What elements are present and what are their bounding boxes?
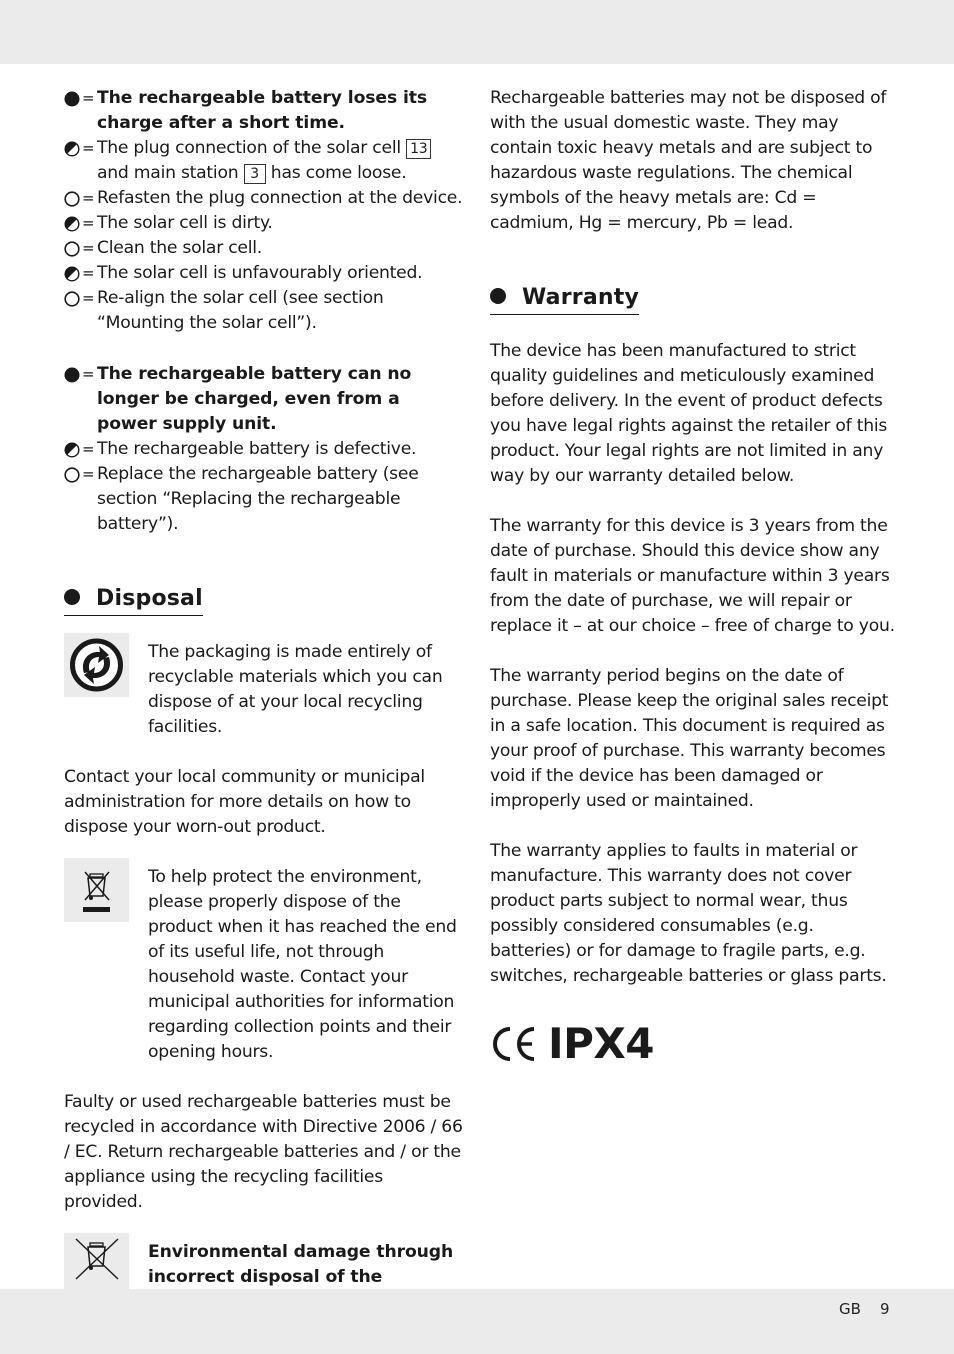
cause-bullet-icon: = <box>64 211 97 236</box>
fix-text: Re-align the solar cell (see section “Mounting the solar cell”). <box>97 288 384 333</box>
cause-bullet-icon: = <box>64 437 97 462</box>
cause-text: and main station <box>97 163 239 183</box>
certification-marks <box>490 1019 895 1069</box>
warranty-heading: Warranty <box>490 283 639 315</box>
fix-text: Replace the rechargeable battery (see section “Replacing the rechargeable battery”). <box>97 464 419 534</box>
fix-bullet-icon: = <box>64 186 97 211</box>
problem-row <box>64 86 464 136</box>
cause-row <box>64 261 464 286</box>
environment-block <box>64 865 464 1065</box>
footer-band <box>0 1289 954 1354</box>
cause-text: has come loose. <box>270 163 407 183</box>
disposal-heading: Disposal <box>64 584 203 616</box>
packaging-text: The packaging is made entirely of recyclable materials which you can dispose of at your local recycling facilities. <box>148 642 443 737</box>
warranty-paragraph: The warranty period begins on the date of purchase. Please keep the original sales receipt in a safe location. This document is required as your proof of purchase. This warranty becomes void if the device has been damaged or improperly used or maintained. <box>490 666 889 811</box>
cause-row <box>64 211 464 236</box>
fix-text: Refasten the plug connection at the device. <box>97 188 463 208</box>
header-band <box>0 0 954 64</box>
environment-text: To help protect the environment, please properly dispose of the product when it has reached the end of its useful life, not through household waste. Contact your municipal authorities for information regarding collection points and their opening hours. <box>148 867 457 1062</box>
cause-bullet-icon: = <box>64 261 97 286</box>
problem-bullet-icon: = <box>64 86 97 111</box>
fix-bullet-icon: = <box>64 236 97 261</box>
warranty-paragraph: The warranty for this device is 3 years from the date of purchase. Should this device show any fault in materials or manufacture within 3 years from the date of purchase, we will repair or replace it – at our choice – free of charge to you. <box>490 516 895 636</box>
fix-row <box>64 236 464 261</box>
heading-bullet-icon <box>490 288 506 304</box>
heavy-metals-text: Rechargeable batteries may not be disposed of with the usual domestic waste. They may contain toxic heavy metals and are subject to hazardous waste regulations. The chemical symbols of the heavy metals are: Cd = cadmium, Hg = mercury, Pb = lead. <box>490 88 887 233</box>
crossed-bin-pb-icon <box>64 1233 129 1297</box>
cause-text: The solar cell is unfavourably oriented. <box>97 263 423 283</box>
heading-bullet-icon <box>64 589 80 605</box>
page-number: 9 <box>880 1300 890 1318</box>
packaging-block <box>64 640 464 740</box>
problem-row <box>64 362 464 437</box>
cause-row <box>64 437 464 462</box>
problem-text: The rechargeable battery loses its charge after a short time. <box>97 88 428 133</box>
fix-bullet-icon: = <box>64 286 97 311</box>
ref-number-badge: 13 <box>406 139 431 159</box>
battery-recycling-text: Faulty or used rechargeable batteries must be recycled in accordance with Directive 2006 / 66 / EC. Return rechargeable batteries and / or the appliance using the recycling facilities provided. <box>64 1092 463 1212</box>
fix-bullet-icon: = <box>64 462 97 487</box>
contact-text: Contact your local community or municipal administration for more details on how to dispose your worn-out product. <box>64 767 425 837</box>
green-dot-recycling-icon <box>64 633 129 697</box>
cause-bullet-icon: = <box>64 136 97 161</box>
warranty-paragraph: The device has been manufactured to strict quality guidelines and meticulously examined before delivery. In the event of product defects you have legal rights against the retailer of this product. Your legal rights are not limited in any way by our warranty detailed below. <box>490 341 888 486</box>
cause-row <box>64 136 464 186</box>
cause-text: The rechargeable battery is defective. <box>97 439 417 459</box>
problem-text: The rechargeable battery can no longer be charged, even from a power supply unit. <box>97 364 412 434</box>
language-code: GB <box>839 1300 861 1318</box>
crossed-bin-icon <box>64 858 129 922</box>
left-column <box>64 86 464 1315</box>
ce-mark-icon <box>490 1024 538 1064</box>
ref-number-badge: 3 <box>244 164 266 184</box>
problem-bullet-icon: = <box>64 362 97 387</box>
fix-row <box>64 462 464 537</box>
fix-text: Clean the solar cell. <box>97 238 263 258</box>
ipx4-mark: IPX4 <box>548 1019 655 1068</box>
fix-row <box>64 186 464 211</box>
fix-row <box>64 286 464 336</box>
warranty-paragraph: The warranty applies to faults in material or manufacture. This warranty does not cover product parts subject to normal wear, thus possibly considered consumables (e.g. batteries) or for damage to fragile parts, e.g. switches, rechargeable batteries or glass parts. <box>490 841 887 986</box>
battery-warning-text: Environmental damage through incorrect disposal of the <box>148 1242 454 1287</box>
right-column <box>490 86 895 1069</box>
cause-text: The plug connection of the solar cell <box>97 138 401 158</box>
cause-text: The solar cell is dirty. <box>97 213 273 233</box>
